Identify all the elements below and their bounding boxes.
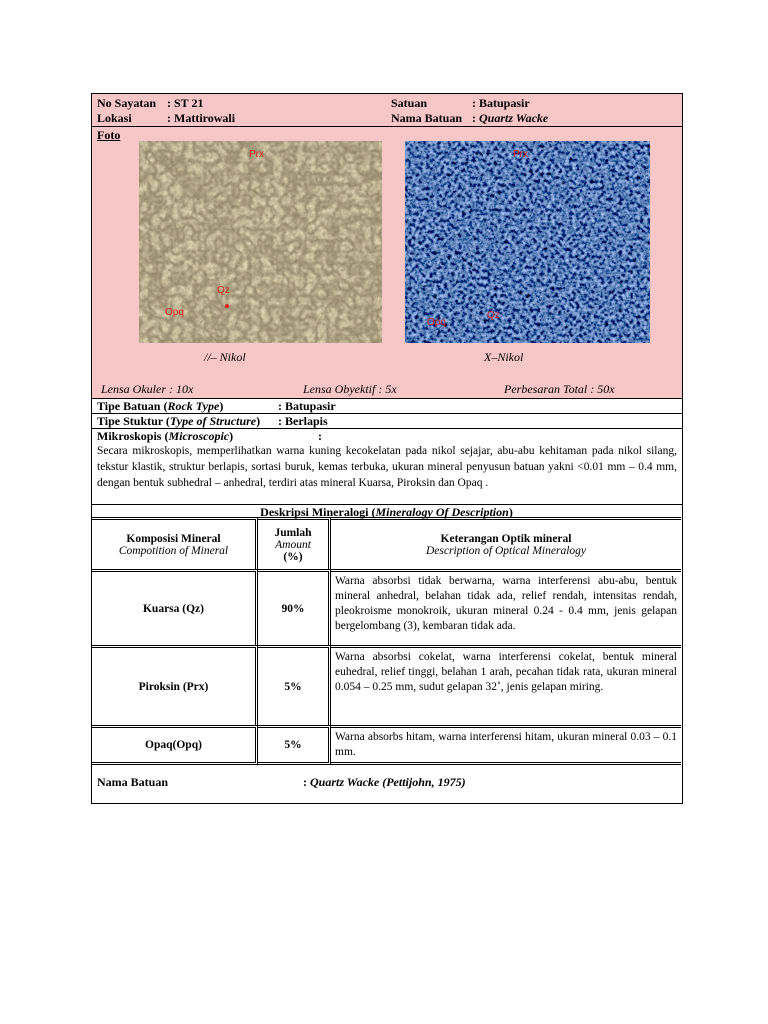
deskripsi-title: Deskripsi Mineralogi (Mineralogy Of Description) [260, 505, 513, 519]
satuan-label: Satuan [391, 96, 428, 110]
lokasi-value: : Mattirowali [167, 111, 236, 125]
lokasi-label: Lokasi [97, 111, 132, 125]
photo-parallel-nicol [139, 141, 382, 343]
mineral-name: Kuarsa (Qz) [92, 569, 258, 645]
mineral-name: Opaq(Opq) [92, 725, 258, 765]
satuan-value: : Batupasir [472, 96, 530, 110]
header-divider [92, 126, 682, 127]
tipe-batuan-label: Tipe Batuan (Rock Type) [97, 399, 224, 413]
footer-nama-batuan-label: Nama Batuan [97, 775, 169, 789]
nama-batuan-label: Nama Batuan [391, 111, 463, 125]
photo-crossed-nicol [405, 141, 650, 343]
marker-opq-left: Opq [165, 307, 184, 318]
mikroskopis-description: Secara mikroskopis, memperlihatkan warna kuning kecokelatan pada nikol sejajar, abu-abu kehitaman pada nikol silang, tekstur klastik, struktur berlapis, sortasi buruk, kemas terbuka, ukuran mineral penyusun batuan yakni <0.01 mm – 0.4 mm, dengan bentuk subhedral – anhedral, terdiri atas mineral Kuarsa, Piroksin dan Opaq . [97, 445, 677, 489]
col-komposisi-header: Komposisi Mineral Compotition of Mineral [92, 517, 258, 569]
mineral-amount: 5% [258, 725, 331, 765]
marker-qz-left: Qz [217, 285, 230, 296]
lensa-obyektif: Lensa Obyektif : 5x [303, 382, 397, 396]
table-header-row [92, 517, 681, 569]
foto-label: Foto [97, 128, 121, 142]
no-sayatan-value: : ST 21 [167, 96, 204, 110]
col-keterangan-header: Keterangan Optik mineral Description of Optical Mineralogy [331, 517, 681, 569]
tipe-struktur-label: Tipe Stuktur (Type of Structure) [97, 414, 261, 428]
mikroskopis-colon: : [318, 429, 322, 443]
table-row [92, 725, 681, 765]
marker-prx-right: Prx [513, 149, 528, 160]
tipe-struktur-value: : Berlapis [278, 414, 328, 428]
marker-opq-right: Opq [427, 317, 446, 328]
col-jumlah-header: Jumlah Amount (%) [258, 517, 331, 569]
marker-qz-dot [225, 304, 229, 308]
no-sayatan-label: No Sayatan [97, 96, 157, 110]
table-row [92, 645, 681, 725]
petrography-sheet [91, 93, 683, 804]
mineral-description: Warna absorbsi tidak berwarna, warna interferensi abu-abu, bentuk mineral anhedral, belahan tidak ada, relief rendah, intensitas rendah, pleokroisme monokroik, ukuran mineral 0.24 - 0.4 mm, jenis gelapan bergelombang (3), kembaran tidak ada. [331, 569, 681, 645]
mineral-amount: 5% [258, 645, 331, 725]
nama-batuan-value: : Quartz Wacke [472, 111, 549, 125]
marker-qz-right: Qz [487, 310, 500, 321]
mineral-table [92, 517, 681, 765]
mineral-name: Piroksin (Prx) [92, 645, 258, 725]
mineral-amount: 90% [258, 569, 331, 645]
perbesaran-total: Perbesaran Total : 50x [504, 382, 615, 396]
lensa-okuler: Lensa Okuler : 10x [101, 382, 194, 396]
marker-prx-left: Prx [249, 149, 264, 160]
crossed-nicol-texture [405, 141, 650, 343]
mikroskopis-label: Mikroskopis (Microscopic) [97, 429, 234, 443]
caption-parallel-nicol: //– Nikol [204, 350, 246, 364]
tipe-batuan-value: : Batupasir [278, 399, 336, 413]
mineral-description: Warna absorbs hitam, warna interferensi hitam, ukuran mineral 0.03 – 0.1 mm. [331, 725, 681, 765]
caption-crossed-nicol: X–Nikol [484, 350, 524, 364]
footer-nama-batuan-value: : Quartz Wacke (Pettijohn, 1975) [303, 775, 466, 789]
table-row [92, 569, 681, 645]
mineral-description: Warna absorbsi cokelat, warna interferensi cokelat, bentuk mineral euhedral, relief tinggi, belahan 1 arah, pecahan tidak rata, ukuran mineral 0.054 – 0.25 mm, sudut gelapan 32˚, jenis gelapan miring. [331, 645, 681, 725]
